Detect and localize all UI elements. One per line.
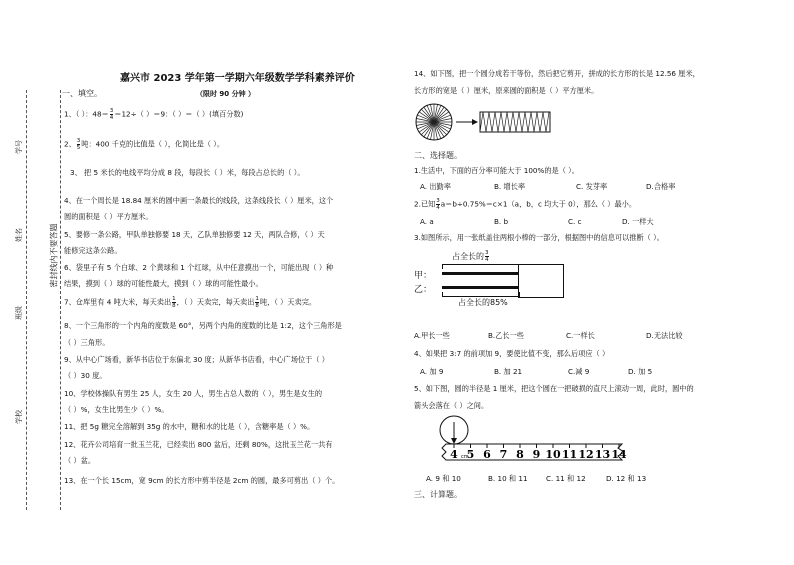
question-12a: 12、花卉公司培育一批玉兰花，已经卖出 800 盆后，还剩 80%，这批玉兰花一共有 [64,440,333,449]
ruler-tick-label: 12 [578,448,594,461]
question-8b: （ ）三角形。 [64,338,110,347]
question-11: 11、把 5g 糖完全溶解到 35g 的水中，糖和水的比是（ ），含糖率是（ ）%。 [64,422,315,431]
question-4b: 圆的面积是（ ）平方厘米。 [64,212,153,221]
choice-2-option-d: D. 一样大 [622,217,654,226]
fraction-1-8-b: $\frac{1}{8}$ [255,296,259,309]
segmented-circle [416,104,452,140]
choice-2-option-a: A. a [420,217,434,226]
question-9b: （ ）30 度。 [64,371,107,380]
question-8a: 8、一个三角形的一个内角的度数是 60°，另两个内角的度数的比是 1:2，这个三角形是 [64,321,342,330]
choice-5-option-c: C. 11 和 12 [546,474,586,483]
choice-5a: 5、如下图，圆的半径是 1 厘米，把这个圆在一把破损的直尺上滚动一周，此时，圆中的 [414,384,694,393]
label-class: 班级 [15,306,23,320]
choice-1: 1.生活中，下面的百分率可能大于 100%的是（ ）。 [414,166,579,175]
choice-5b: 箭头会落在（ ）之间。 [414,401,489,410]
ruler-tick-label: 7 [499,448,508,461]
ruler-unit-label: cm [461,454,469,460]
choice-3-option-d: D.无法比较 [646,331,683,340]
question-2 [64,138,224,151]
question-5a: 5、要修一条公路，甲队单独修要 18 天，乙队单独修要 12 天，两队合修，（ ）天 [64,230,325,239]
label-jia: 甲： [414,271,433,281]
label-student-id: 学号 [15,140,23,154]
label-school: 学校 [15,410,23,424]
section-fill-in: 一、填空。 [62,89,102,98]
choice-5-option-d: D. 12 和 13 [606,474,647,483]
choice-5-option-b: B. 10 和 11 [488,474,528,483]
ruler-tick-label: 11 [561,448,578,461]
label-yi: 乙： [414,285,433,295]
ruler-tick-label: 4 [450,448,458,461]
question-3: 3、 把 5 米长的电线平均分成 8 段，每段长（ ）米，每段占总长的（ ）。 [70,168,305,177]
question-14a: 14、如下图，把一个圆分成若干等份，然后把它剪开，拼成的长方形的长是 12.56 厘米， [414,69,700,78]
stick-jia [442,272,526,275]
c2-text-a: 2.已知 [414,199,436,209]
ruler-tick-label: 13 [594,448,611,461]
question-4a: 4、在一个周长是 18.84 厘米的圆中画一条最长的线段，这条线段长（ ）厘米，这个 [64,196,334,205]
choice-1-option-c: C. 发芽率 [576,182,608,191]
ruler-tick-label: 10 [545,448,561,461]
exam-title: 嘉兴市 2023 学年第一学期六年级数学学科素养评价 [120,73,355,84]
binding-line-left [26,90,27,510]
choice-3-option-c: C.一样长 [566,331,595,340]
time-limit: （限时 90 分钟 ） [196,90,256,98]
binding-line-right [60,90,61,510]
question-14b: 长方形的宽是（ ）厘米，原来圆的面积是（ ）平方厘米。 [414,86,599,95]
choice-4-option-d: D. 加 5 [628,367,653,376]
q1-text-b: ＝12÷（ ）＝9：（ ）＝（ ）(填百分数) [114,109,244,119]
choice-4-option-c: C.减 9 [568,367,590,376]
question-9a: 9、从中心广场看，新华书店位于东偏北 30 度；从新华书店看，中心广场位于（ ） [64,355,329,364]
question-12b: （ ）盆。 [64,456,96,465]
ruler-tick-label: 9 [532,448,541,461]
stick-yi [442,286,526,289]
fraction-3-5: $\frac{3}{5}$ [76,138,81,151]
ruler-tick-label: 8 [516,448,524,461]
choice-4: 4、如果把 3:7 的前项加 9，要使比值不变，那么后项应（ ） [414,349,610,358]
choice-1-option-a: A. 出勤率 [420,182,451,191]
question-10a: 10、学校体操队有男生 25 人，女生 20 人，男生占总人数的（ ），男生是女生的 [64,389,323,398]
question-6b: 结果，摸到（ ）球的可能性最大，摸到（ ）球的可能性最小。 [64,279,263,288]
choice-3: 3.如图所示，用一张纸盖住两根小棒的一部分，根据图中的信息可以推断（ ）。 [414,233,664,242]
question-6a: 6、袋里子有 5 个白球、2 个黄球和 1 个红球，从中任意摸出一个，可能出现（ ）种 [64,263,334,272]
q7-text-b: ，（ ）天卖完，每天卖出 [176,297,255,307]
bracket-top [442,264,528,269]
choice-1-option-b: B. 增长率 [494,182,526,191]
choice-2-option-b: B. b [494,217,509,226]
sticks-figure [414,246,564,308]
question-1 [64,108,243,121]
section-calculation: 三、计算题。 [414,490,462,499]
broken-ruler-figure [432,414,632,470]
ruler-tick-label: 5 [466,448,475,461]
bottom-percent-label: 占全长的85% [458,298,508,307]
choice-3-option-a: A.甲长一些 [414,331,450,340]
fraction-3-4-fig: $\frac{3}{4}$ [485,250,489,263]
q2-text-b: 吨：400 千克的比值是（ ），化简比是（ ）。 [81,139,225,149]
top-fraction-label: 占全长的 $\frac{3}{4}$ [452,250,489,263]
fraction-3-4-c2: $\frac{3}{4}$ [436,198,440,211]
choice-1-option-d: D.合格率 [646,182,676,191]
rearranged-rectangle [480,112,550,132]
fraction-3-4: $\frac{3}{4}$ [109,108,114,121]
q7-text-c: 吨，（ ）天卖完。 [259,297,317,307]
choice-2-option-c: C. c [568,217,582,226]
choice-4-option-b: B. 加 21 [494,367,523,376]
question-10b: （ ）%，女生比男生少（ ）%。 [64,405,169,414]
choice-5-option-a: A. 9 和 10 [426,474,461,483]
paper-cover [518,264,564,298]
ruler-tick-label: 6 [483,448,491,461]
choice-3-option-b: B.乙长一些 [488,331,524,340]
section-choice: 二、选择题。 [414,151,462,160]
choice-4-option-a: A. 加 9 [420,367,444,376]
question-5b: 能修完这条公路。 [64,246,122,255]
question-13: 13、在一个长 15cm，宽 9cm 的长方形中剪半径是 2cm 的圆，最多可剪出（ ）个。 [64,476,340,485]
q2-text-a: 2、 [64,139,76,149]
q1-text-a: 1、（ ）：48＝ [64,109,109,119]
fraction-1-8: $\frac{1}{8}$ [172,296,176,309]
label-name: 姓名 [15,228,23,242]
circle-dissection-figure [414,102,554,142]
question-7 [64,296,316,309]
choice-2 [414,198,636,211]
q7-text-a: 7、仓库里有 4 吨大米，每天卖出 [64,297,172,307]
binding-warning: 密封线内不要答题 [49,223,59,288]
c2-text-b: a＝b÷0.75%＝c×1（a，b，c 均大于 0），那么（ ）最小。 [440,199,637,209]
arrow-icon [456,119,478,125]
ruler-tick-label: 14 [611,448,627,461]
